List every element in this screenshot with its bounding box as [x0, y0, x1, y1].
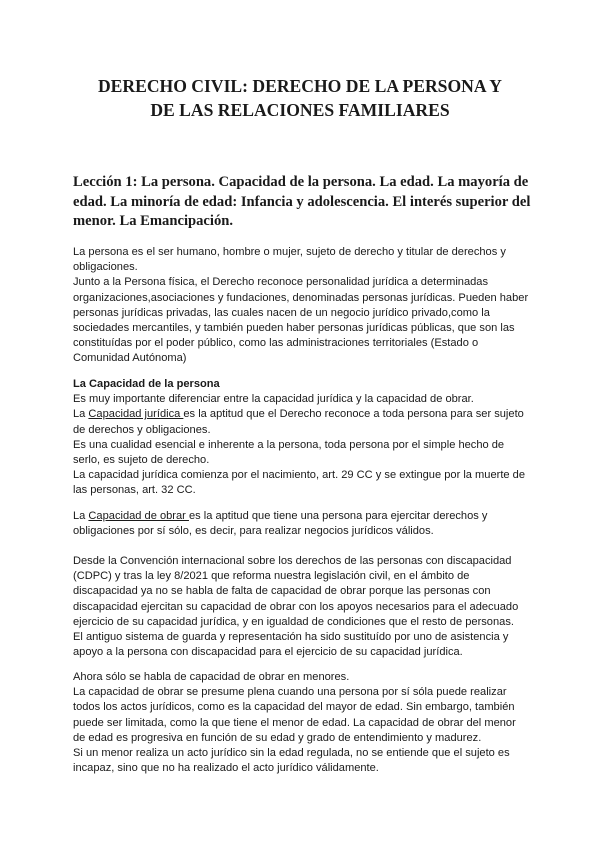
- text-line: serlo, es sujeto de derecho.: [73, 454, 210, 467]
- paragraph-persona: [73, 245, 535, 367]
- text-line: puede ser limitada, como la que tiene el menor de edad. La capacidad de obrar del menor: [73, 716, 516, 729]
- text-line: de edad es progresiva en función de su edad y grado de entendimiento y madurez.: [73, 731, 482, 744]
- text-line: personas jurídicas privadas, las cuales nacen de un negocio jurídico privado,como la: [73, 306, 490, 319]
- text-line: obligaciones por sí sólo, es decir, para realizar negocios jurídicos válidos.: [73, 525, 434, 538]
- text-line: discapacidad ya no se habla de falta de capacidad de obrar porque las personas con: [73, 585, 491, 598]
- paragraph-menores: [73, 670, 535, 776]
- section-heading: La Capacidad de la persona: [73, 378, 220, 390]
- text-line: [73, 509, 535, 524]
- text-line: Desde la Convención internacional sobre los derechos de las personas con discapacidad: [73, 555, 512, 567]
- text-line: (CDPC) y tras la ley 8/2021 que reforma nuestra legislación civil, en el ámbito de: [73, 570, 470, 583]
- text-line: Es una cualidad esencial e inherente a la persona, toda persona por el simple hecho de: [73, 438, 505, 451]
- text-line: las personas, art. 32 CC.: [73, 484, 196, 497]
- paragraph-capacidad-obrar: [73, 509, 535, 539]
- text-line: organizaciones,asociaciones y fundaciones, denominadas personas jurídicas. Pueden haber: [73, 291, 529, 304]
- text-line: Comunidad Autónoma): [73, 352, 187, 365]
- text-fragment: es la aptitud que tiene una persona para ejercitar derechos y: [188, 510, 488, 522]
- text-line: La capacidad de obrar se presume plena cuando una persona por sí sóla puede realizar: [73, 686, 507, 699]
- text-fragment: La: [73, 408, 89, 421]
- text-line: Ahora sólo se habla de capacidad de obrar en menores.: [73, 671, 350, 683]
- title-line: DERECHO CIVIL: DERECHO DE LA PERSONA Y: [97, 76, 503, 96]
- lesson-line: menor. La Emancipación.: [73, 213, 234, 229]
- section-capacidad: [73, 377, 535, 499]
- underlined-term: Capacidad jurídica: [88, 408, 184, 421]
- text-line: Si un menor realiza un acto jurídico sin la edad regulada, no se entiende que el sujeto es: [73, 747, 510, 760]
- text-line: Junto a la Persona física, el Derecho reconoce personalidad jurídica a determinadas: [73, 276, 489, 289]
- text-line: constituídas por el poder público, como las administraciones territoriales (Estado o: [73, 337, 479, 350]
- text-line: sociedades mercantiles, y también pueden haber personas jurídicas públicas, que son las: [73, 322, 515, 335]
- underlined-term: Capacidad de obrar: [88, 510, 189, 522]
- text-line: obligaciones.: [73, 261, 138, 274]
- lesson-line: edad. La minoría de edad: Infancia y adolescencia. El interés superior del: [73, 193, 531, 210]
- text-line: El antiguo sistema de guarda y representación ha sido sustituído por uno de asistencia y: [73, 631, 509, 644]
- lesson-line: Lección 1: La persona. Capacidad de la persona. La edad. La mayoría de: [73, 174, 529, 190]
- text-line: de derechos y obligaciones.: [73, 423, 211, 436]
- title-line: DE LAS RELACIONES FAMILIARES: [150, 100, 450, 120]
- text-line: discapacidad ejercitan su capacidad de obrar con los apoyos necesarios para el adecuado: [73, 600, 519, 613]
- text-line: La capacidad jurídica comienza por el nacimiento, art. 29 CC y se extingue por la muerte de: [73, 469, 526, 482]
- paragraph-discapacidad: [73, 554, 535, 660]
- text-line: apoyo a la persona con discapacidad para el ejercicio de su capacidad jurídica.: [73, 646, 463, 659]
- lesson-heading: [73, 173, 533, 232]
- text-line: [73, 407, 535, 422]
- text-line: incapaz, sino que no ha realizado el acto jurídico válidamente.: [73, 762, 379, 775]
- text-line: todos los actos jurídicos, como es la capacidad del mayor de edad. Sin embargo, también: [73, 701, 515, 714]
- text-line: ejercicio de su capacidad jurídica, y en igualdad de condiciones que el resto de personas.: [73, 615, 514, 628]
- text-fragment: La: [73, 510, 89, 522]
- document-title: [60, 74, 540, 122]
- text-fragment: es la aptitud que el Derecho reconoce a toda persona para ser sujeto: [183, 408, 524, 421]
- text-line: La persona es el ser humano, hombre o mujer, sujeto de derecho y titular de derechos y: [73, 246, 506, 258]
- text-line: Es muy importante diferenciar entre la capacidad jurídica y la capacidad de obrar.: [73, 393, 474, 406]
